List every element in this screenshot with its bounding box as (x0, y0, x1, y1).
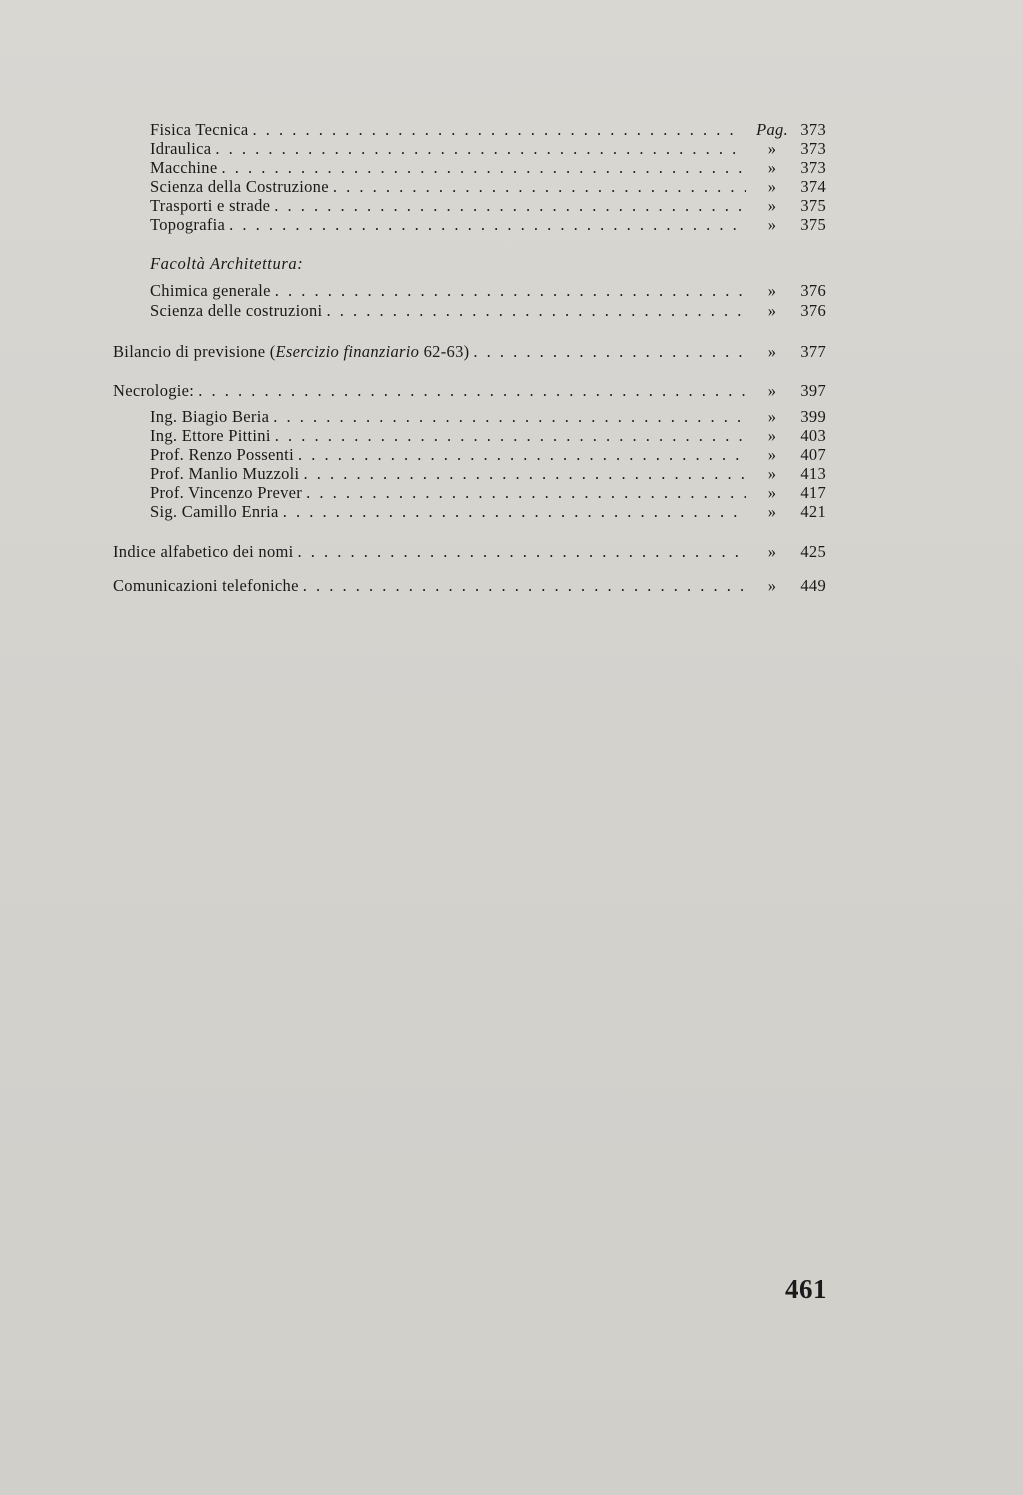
ditto-mark: » (767, 464, 777, 483)
ditto-mark: » (767, 139, 777, 158)
toc-entry-label: Trasporti e strade (150, 196, 271, 215)
toc-entry-label: Macchine (150, 158, 218, 177)
page-number: 375 (800, 196, 826, 215)
toc-entry-label: Scienza della Costruzione (150, 177, 329, 196)
page-number: 413 (800, 464, 826, 483)
dot-leader (283, 502, 746, 522)
ditto-mark: » (767, 381, 777, 400)
toc-entry (150, 301, 826, 321)
page-number: 397 (800, 381, 826, 400)
dot-leader (473, 342, 746, 362)
ditto-mark: » (767, 502, 777, 521)
page-number: 374 (800, 177, 826, 196)
toc-entry-indice (113, 542, 826, 562)
page-number: 373 (800, 158, 826, 177)
dot-leader (303, 464, 746, 484)
toc-entry (150, 215, 826, 235)
ditto-mark: » (767, 407, 777, 426)
toc-entry-label: Ing. Ettore Pittini (150, 426, 271, 445)
toc-entry (150, 483, 826, 503)
ditto-mark: » (767, 177, 777, 196)
page-number: 407 (800, 445, 826, 464)
page-number: 449 (800, 576, 826, 595)
toc-entry (150, 426, 826, 446)
toc-entry-label: Necrologie: (113, 381, 195, 400)
toc-entry (150, 120, 826, 140)
page-number: 377 (800, 342, 826, 361)
toc-entry-label: Scienza delle costruzioni (150, 301, 323, 320)
dot-leader (273, 407, 746, 427)
ditto-mark: » (767, 483, 777, 502)
ditto-mark: » (767, 215, 777, 234)
toc-entry-label: Sig. Camillo Enria (150, 502, 279, 521)
toc-entry-necrologie (113, 381, 826, 401)
toc-entry-label: Comunicazioni telefoniche (113, 576, 299, 595)
toc-entry (150, 281, 826, 301)
ditto-mark: » (767, 158, 777, 177)
toc-entry (150, 196, 826, 216)
section-heading: Facoltà Architettura: (150, 254, 304, 273)
page-number: 425 (800, 542, 826, 561)
dot-leader (306, 483, 746, 503)
toc-entry-label: Bilancio di previsione (Esercizio finanziario 62-63) (113, 342, 470, 361)
ditto-mark: » (767, 342, 777, 361)
page-number: 417 (800, 483, 826, 502)
ditto-mark: » (767, 542, 777, 561)
toc-entry-label: Prof. Vincenzo Prever (150, 483, 303, 502)
page-number: 373 (800, 120, 826, 139)
ditto-mark: » (767, 196, 777, 215)
dot-leader (326, 301, 746, 321)
toc-entry-bilancio (113, 342, 826, 362)
toc-entry-label: Topografia (150, 215, 226, 234)
dot-leader (215, 139, 746, 159)
toc-entry (150, 158, 826, 178)
toc-entry (150, 502, 826, 522)
toc-entry-label: Indice alfabetico dei nomi (113, 542, 294, 561)
dot-leader (198, 381, 746, 401)
folio-page-number: 461 (785, 1274, 827, 1304)
dot-leader (253, 120, 743, 140)
dot-leader (303, 576, 746, 596)
dot-leader (298, 542, 746, 562)
toc-entry (150, 464, 826, 484)
page-number: 376 (800, 281, 826, 300)
toc-entry-label: Ing. Biagio Beria (150, 407, 270, 426)
toc-entry-comunicazioni (113, 576, 826, 596)
toc-entry (150, 445, 826, 465)
dot-leader (221, 158, 746, 178)
dot-leader (229, 215, 746, 235)
dot-leader (333, 177, 746, 197)
dot-leader (275, 426, 746, 446)
toc-entry-label: Prof. Renzo Possenti (150, 445, 294, 464)
page-number: 373 (800, 139, 826, 158)
page-number: 399 (800, 407, 826, 426)
ditto-mark: » (767, 301, 777, 320)
dot-leader (298, 445, 746, 465)
dot-leader (274, 196, 746, 216)
ditto-mark: » (767, 576, 777, 595)
toc-entry-label: Idraulica (150, 139, 212, 158)
dot-leader (275, 281, 746, 301)
ditto-mark: » (767, 281, 777, 300)
toc-entry-label: Prof. Manlio Muzzoli (150, 464, 300, 483)
page-number: 403 (800, 426, 826, 445)
ditto-mark: » (767, 426, 777, 445)
toc-entry-label: Chimica generale (150, 281, 271, 300)
toc-entry-label: Fisica Tecnica (150, 120, 249, 139)
page-abbrev: Pag. (756, 120, 788, 139)
toc-entry (150, 177, 826, 197)
toc-entry (150, 407, 826, 427)
page-number: 375 (800, 215, 826, 234)
page-number: 376 (800, 301, 826, 320)
ditto-mark: » (767, 445, 777, 464)
page-number: 421 (800, 502, 826, 521)
toc-entry (150, 139, 826, 159)
